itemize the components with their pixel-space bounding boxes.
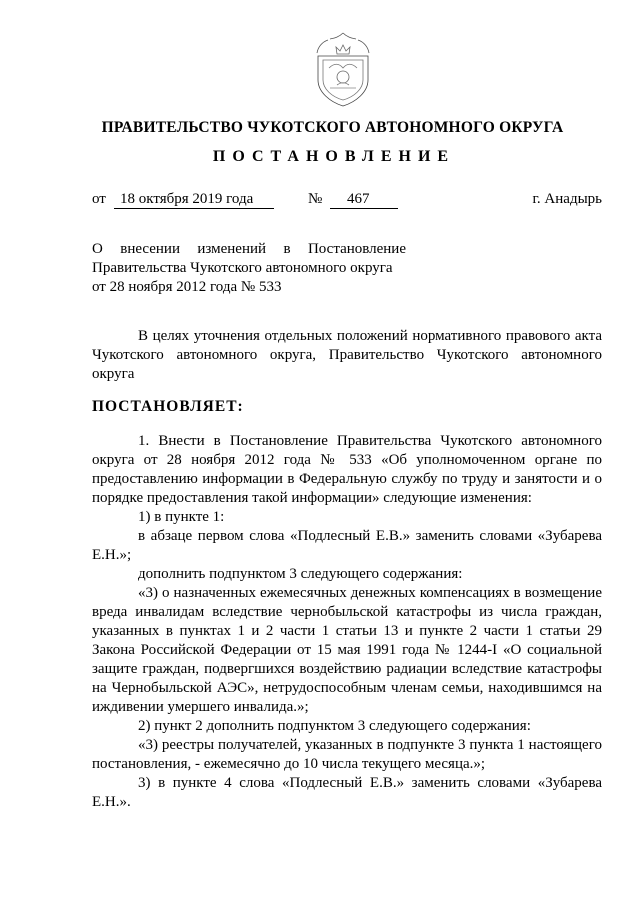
resolves-heading: ПОСТАНОВЛЯЕТ: (92, 398, 244, 415)
subject-line-1: О внесении изменений в Постановление Правительства Чукотского автономного округа (92, 241, 406, 276)
paragraph: «3) реестры получателей, указанных в подпункте 3 пункта 1 настоящего постановления, - ежемесячно до 10 числа текущего месяца.»; (92, 737, 602, 772)
document-date: 18 октября 2019 года (114, 191, 274, 209)
date-prefix: от (92, 191, 106, 207)
paragraph: «3) о назначенных ежемесячных денежных компенсациях в возмещение вреда инвалидам вследствие чернобыльской катастрофы из числа граждан, указанных в пунктах 1 и 2 части 1 статьи 13 и пункте 2 части 1 статьи 29 Закона Российской Федерации от 15 мая 1991 года № 1244-I «О социальной защите граждан, подвергшихся воздействию радиации вследствие катастрофы на Чернобыльской АЭС», нетрудоспособным членам семьи, находившимся на иждивении умершего инвалида.»; (92, 585, 602, 715)
preamble (92, 327, 602, 384)
document-type: ПОСТАНОВЛЕНИЕ (212, 148, 456, 165)
paragraph: в абзаце первом слова «Подлесный Е.В.» заменить словами «Зубарева Е.Н.»; (92, 528, 602, 563)
city: г. Анадырь (532, 191, 602, 207)
preamble-text: В целях уточнения отдельных положений нормативного правового акта Чукотского автономного округа, Правительство Чукотского автономного округа (92, 328, 602, 382)
paragraph: дополнить подпунктом 3 следующего содержания: (138, 566, 463, 582)
document-body (92, 432, 602, 812)
paragraph: 2) пункт 2 дополнить подпунктом 3 следующего содержания: (138, 718, 531, 734)
paragraph: 1. Внести в Постановление Правительства Чукотского автономного округа от 28 ноября 2012 года № 533 «Об уполномоченном органе по предоставлению информации в Федеральную службу по труду и занятости и о порядке предоставления такой информации» следующие изменения: (92, 433, 602, 506)
paragraph: 1) в пункте 1: (138, 509, 225, 525)
document-number: 467 (330, 191, 398, 209)
date-number-line (92, 191, 602, 213)
coat-of-arms-emblem (306, 30, 380, 108)
number-sign: № (308, 191, 323, 207)
organization-name: ПРАВИТЕЛЬСТВО ЧУКОТСКОГО АВТОНОМНОГО ОКРУГА (101, 119, 564, 136)
paragraph: 3) в пункте 4 слова «Подлесный Е.В.» заменить словами «Зубарева Е.Н.». (92, 775, 602, 810)
subject-line-2: от 28 ноября 2012 года № 533 (92, 279, 282, 295)
document-subject (92, 240, 406, 297)
